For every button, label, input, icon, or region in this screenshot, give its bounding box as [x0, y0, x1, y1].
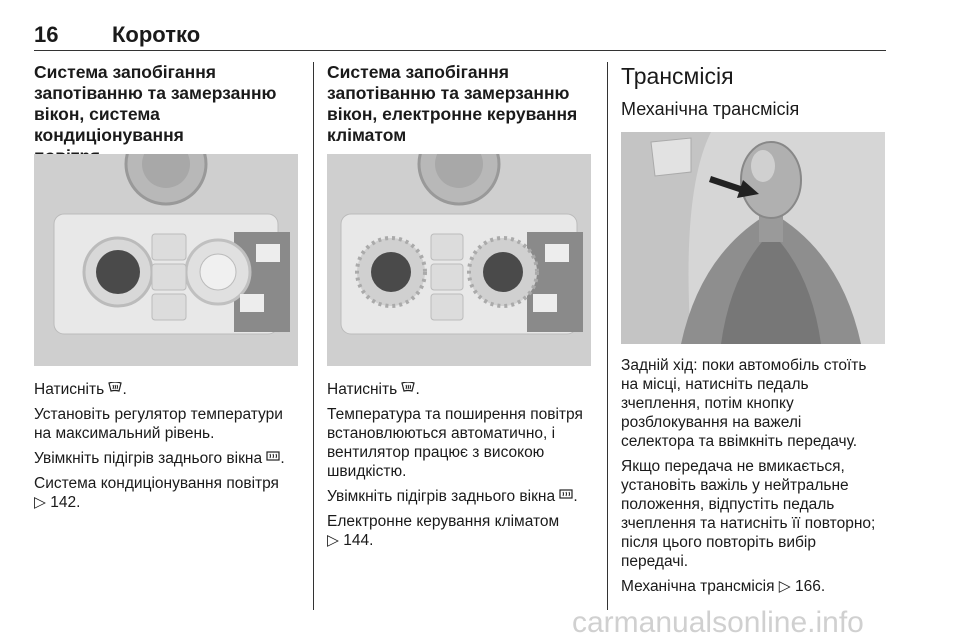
- page-title: Коротко: [112, 22, 201, 47]
- paragraph: Задній хід: поки автомобіль стоїть на місці, натисніть педаль зчеплення, потім кнопку розблокування на важелі селектора та ввімкніть передачу.: [621, 357, 867, 450]
- rear-window-heat-icon: [559, 487, 573, 506]
- col1-text: [34, 380, 304, 512]
- section-title: Трансмісія: [621, 63, 734, 89]
- paragraph: Установіть регулятор температури на максимальний рівень.: [34, 406, 283, 442]
- windshield-defrost-icon: [108, 380, 122, 399]
- column-1: [34, 62, 298, 167]
- section-heading: Система запобігання запотіванню та замерзанню вікон, система кондиціонування: [34, 62, 277, 145]
- paragraph: Механічна трансмісія ▷ 166.: [621, 578, 826, 595]
- section-heading: Система запобігання запотіванню та замерзанню вікон, електронне керування кліматом: [327, 62, 578, 145]
- paragraph: Електронне керування кліматом ▷ 144.: [327, 513, 560, 549]
- col2-text: [327, 380, 599, 550]
- rear-window-heat-icon: [266, 449, 280, 468]
- watermark: carmanualsonline.info: [572, 606, 864, 639]
- paragraph: Натисніть .: [327, 381, 420, 398]
- gear-lever-figure: [621, 132, 885, 344]
- climate-panel-figure: [327, 154, 591, 366]
- col3-text: [621, 356, 893, 596]
- paragraph: Увімкніть підігрів заднього вікна .: [34, 450, 285, 467]
- column-divider: [607, 62, 608, 610]
- climate-panel-figure: [34, 154, 298, 366]
- page-number: 16: [34, 22, 59, 47]
- column-divider: [313, 62, 314, 610]
- reference-arrow-icon: ▷: [778, 578, 791, 595]
- column-2: [327, 62, 593, 146]
- windshield-defrost-icon: [401, 380, 415, 399]
- page-header: [34, 22, 886, 51]
- reference-arrow-icon: ▷: [34, 494, 46, 511]
- column-3: [621, 62, 887, 120]
- paragraph: Увімкніть підігрів заднього вікна .: [327, 488, 578, 505]
- section-subtitle: Механічна трансмісія: [621, 99, 800, 119]
- reference-arrow-icon: ▷: [327, 532, 339, 549]
- paragraph: Натисніть .: [34, 381, 127, 398]
- paragraph: Система кондиціонування повітря ▷ 142.: [34, 475, 279, 511]
- paragraph: Температура та поширення повітря встановлюються автоматично, і вентилятор працює з високою швидкістю.: [327, 406, 583, 480]
- paragraph: Якщо передача не вмикається, установіть важіль у нейтральне положення, відпустіть педаль зчеплення та натисніть її повторно; після цього повторіть вибір передачі.: [621, 458, 876, 570]
